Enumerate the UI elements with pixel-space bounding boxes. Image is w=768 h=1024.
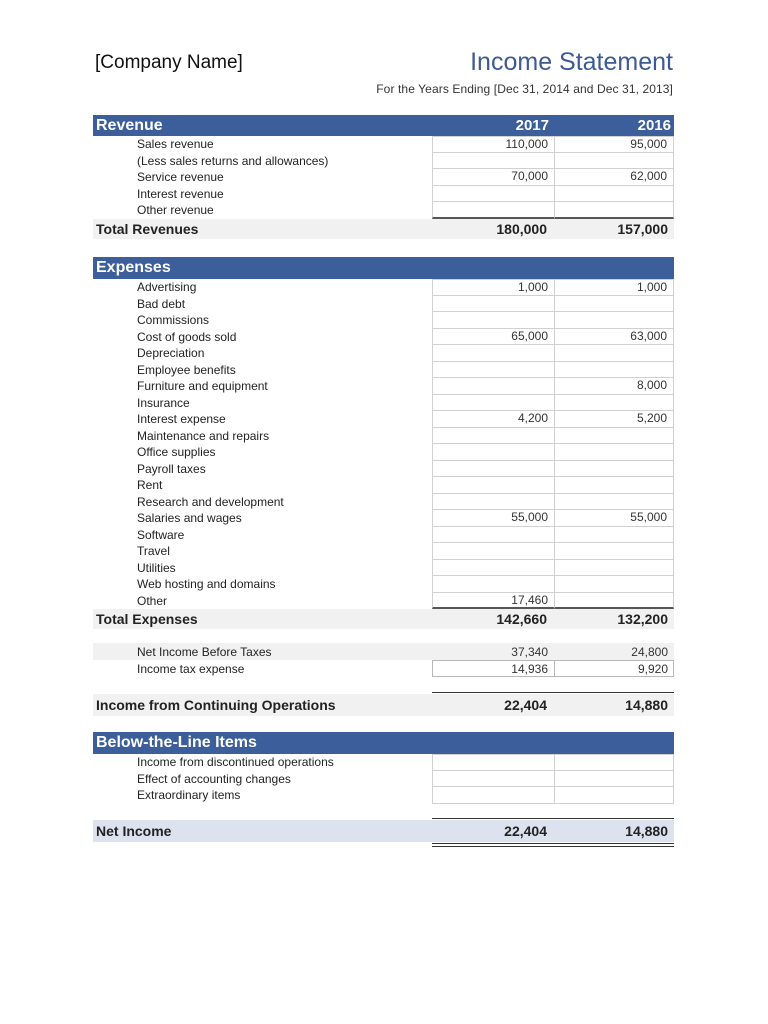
line-item-row [93, 202, 674, 219]
company-name: [Company Name] [95, 52, 243, 73]
line-item-row [93, 279, 674, 296]
line-item-row [93, 494, 674, 511]
value-2016: 14,880 [625, 697, 668, 713]
value-2016: 14,880 [625, 823, 668, 839]
row-label: Extraordinary items [137, 788, 241, 802]
value-cell-2016[interactable]: 8,000 [554, 378, 674, 395]
line-item-row [93, 576, 674, 593]
line-item-row [93, 378, 674, 395]
expense-rows [93, 279, 674, 609]
value-cell-2016[interactable] [554, 444, 674, 461]
line-item-row [93, 136, 674, 153]
value-cell-2017[interactable] [432, 296, 554, 313]
line-item-row [93, 461, 674, 478]
below-line-section [93, 732, 674, 804]
below-line-header [93, 732, 674, 754]
net-income-row [93, 820, 674, 842]
value-cell-2016[interactable] [554, 576, 674, 593]
line-item-row [93, 362, 674, 379]
line-item-row [93, 428, 674, 445]
row-label: Office supplies [137, 445, 216, 459]
line-item-row [93, 153, 674, 170]
revenue-rows [93, 136, 674, 219]
row-label: Salaries and wages [137, 511, 242, 525]
value-2017: 22,404 [504, 823, 547, 839]
value-cell-2016[interactable] [554, 787, 674, 804]
row-label: (Less sales returns and allowances) [137, 153, 329, 168]
value-cell-2017[interactable] [432, 153, 554, 170]
revenue-section [93, 115, 674, 239]
value-cell-2017[interactable]: 1,000 [432, 279, 554, 296]
row-label: Research and development [137, 494, 284, 509]
value-2017[interactable]: 14,936 [511, 662, 548, 676]
value-cell-2016[interactable] [554, 754, 674, 771]
value-cell-2017[interactable] [432, 461, 554, 478]
value-cell-2016[interactable] [554, 771, 674, 788]
income-continuing-operations-row [93, 694, 674, 716]
value-cell-2017[interactable] [432, 202, 554, 219]
value-cell-2016[interactable] [554, 186, 674, 203]
value-cell-2017[interactable]: 110,000 [432, 136, 554, 153]
total-revenues-row [93, 219, 674, 239]
row-label: Other [137, 593, 168, 608]
row-label: Rent [137, 478, 163, 492]
line-item-row [93, 345, 674, 362]
line-item-row [93, 527, 674, 544]
value-cell-2016[interactable] [554, 153, 674, 170]
value-cell-2016[interactable] [554, 428, 674, 445]
line-item-row [93, 510, 674, 527]
row-label: Payroll taxes [137, 461, 206, 476]
row-label: Furniture and equipment [137, 379, 268, 393]
row-label: Interest expense [137, 412, 226, 426]
value-cell-2017[interactable] [432, 395, 554, 412]
row-label: Income from discontinued operations [137, 755, 334, 769]
value-cell-2017[interactable] [432, 787, 554, 804]
value-cell-2016[interactable] [554, 461, 674, 478]
value-cell-2016[interactable]: 55,000 [554, 510, 674, 527]
value-2017: 22,404 [504, 697, 547, 713]
value-cell-2016[interactable] [554, 477, 674, 494]
value-cell-2017[interactable] [432, 444, 554, 461]
expenses-header [93, 257, 674, 279]
value-2016: 24,800 [631, 645, 668, 659]
line-item-row [93, 771, 674, 788]
value-cell-2016[interactable] [554, 543, 674, 560]
line-item-row [93, 312, 674, 329]
row-label: Net Income [96, 823, 172, 839]
value-cell-2017[interactable] [432, 754, 554, 771]
line-item-row [93, 477, 674, 494]
row-label: Commissions [137, 313, 210, 327]
row-label: Income from Continuing Operations [96, 697, 336, 713]
value-cell-2017[interactable]: 70,000 [432, 169, 554, 186]
period-subtitle: For the Years Ending [Dec 31, 2014 and Dec 31, 2013] [376, 82, 673, 96]
value-2017: 180,000 [496, 220, 547, 237]
column-header-2016: 2016 [637, 117, 671, 134]
row-label: Software [137, 527, 185, 542]
value-cell-2016[interactable]: 1,000 [554, 279, 674, 296]
below-line-rows [93, 754, 674, 804]
value-cell-2017[interactable] [432, 576, 554, 593]
value-cell-2016[interactable] [554, 296, 674, 313]
net-income-before-taxes-row [93, 643, 674, 660]
line-item-row [93, 186, 674, 203]
row-label: Service revenue [137, 170, 224, 184]
value-cell-2016[interactable]: 63,000 [554, 329, 674, 346]
value-cell-2016[interactable] [554, 593, 674, 610]
value-cell-2017[interactable] [432, 771, 554, 788]
value-cell-2017[interactable] [432, 312, 554, 329]
row-label: Other revenue [137, 203, 214, 217]
value-cell-2017[interactable] [432, 477, 554, 494]
row-label: Interest revenue [137, 186, 224, 201]
value-cell-2017[interactable]: 17,460 [432, 593, 554, 610]
continuing-operations-section [93, 694, 674, 716]
line-item-row [93, 411, 674, 428]
value-cell-2016[interactable] [554, 560, 674, 577]
expenses-section [93, 257, 674, 629]
row-label: Sales revenue [137, 137, 214, 151]
value-cell-2017[interactable] [432, 378, 554, 395]
row-label: Travel [137, 544, 170, 558]
page-title: Income Statement [470, 48, 673, 76]
row-label: Depreciation [137, 346, 205, 360]
value-cell-2017[interactable] [432, 186, 554, 203]
value-cell-2016[interactable] [554, 395, 674, 412]
value-cell-2017[interactable]: 65,000 [432, 329, 554, 346]
value-cell-2017[interactable]: 4,200 [432, 411, 554, 428]
value-cell-2016[interactable] [554, 527, 674, 544]
value-cell-2017[interactable] [432, 345, 554, 362]
row-label: Effect of accounting changes [137, 771, 291, 786]
line-item-row [93, 754, 674, 771]
value-cell-2016[interactable] [554, 345, 674, 362]
pretax-section [93, 643, 674, 677]
value-2017: 142,660 [496, 611, 547, 627]
row-label: Employee benefits [137, 362, 236, 377]
revenue-header [93, 115, 674, 136]
row-label: Bad debt [137, 296, 186, 311]
value-cell-2017[interactable] [432, 543, 554, 560]
line-item-row [93, 593, 674, 610]
line-item-row [93, 543, 674, 560]
row-label: Income tax expense [137, 662, 245, 676]
row-label: Web hosting and domains [137, 577, 276, 591]
row-label: Total Revenues [96, 220, 199, 237]
value-cell-2017[interactable] [432, 362, 554, 379]
value-cell-2016[interactable]: 5,200 [554, 411, 674, 428]
value-2016: 132,200 [617, 611, 668, 627]
value-cell-2017[interactable] [432, 560, 554, 577]
value-cell-2016[interactable] [554, 312, 674, 329]
value-2016: 157,000 [617, 220, 668, 237]
line-item-row [93, 444, 674, 461]
net-income-section [93, 820, 674, 842]
section-title: Revenue [96, 116, 163, 134]
row-label: Total Expenses [96, 611, 198, 627]
section-title: Below-the-Line Items [96, 734, 257, 751]
row-label: Maintenance and repairs [137, 428, 270, 443]
value-cell-2016[interactable] [554, 362, 674, 379]
line-item-row [93, 329, 674, 346]
value-cell-2017[interactable]: 55,000 [432, 510, 554, 527]
line-item-row [93, 560, 674, 577]
line-item-row [93, 395, 674, 412]
value-2017: 37,340 [511, 645, 548, 659]
row-label: Insurance [137, 395, 190, 410]
value-2016[interactable]: 9,920 [637, 662, 668, 676]
total-expenses-row [93, 609, 674, 629]
income-tax-expense-row [93, 660, 674, 677]
value-cell-2016[interactable]: 95,000 [554, 136, 674, 153]
value-cell-2017[interactable] [432, 494, 554, 511]
value-cell-2017[interactable] [432, 527, 554, 544]
column-header-2017: 2017 [515, 117, 549, 134]
value-cell-2017[interactable] [432, 428, 554, 445]
row-label: Advertising [137, 280, 197, 294]
value-cell-2016[interactable] [554, 494, 674, 511]
line-item-row [93, 787, 674, 804]
value-cell-2016[interactable]: 62,000 [554, 169, 674, 186]
row-label: Cost of goods sold [137, 329, 237, 344]
line-item-row [93, 296, 674, 313]
row-label: Net Income Before Taxes [137, 645, 272, 659]
value-cell-2016[interactable] [554, 202, 674, 219]
section-title: Expenses [96, 259, 171, 276]
line-item-row [93, 169, 674, 186]
row-label: Utilities [137, 560, 176, 575]
